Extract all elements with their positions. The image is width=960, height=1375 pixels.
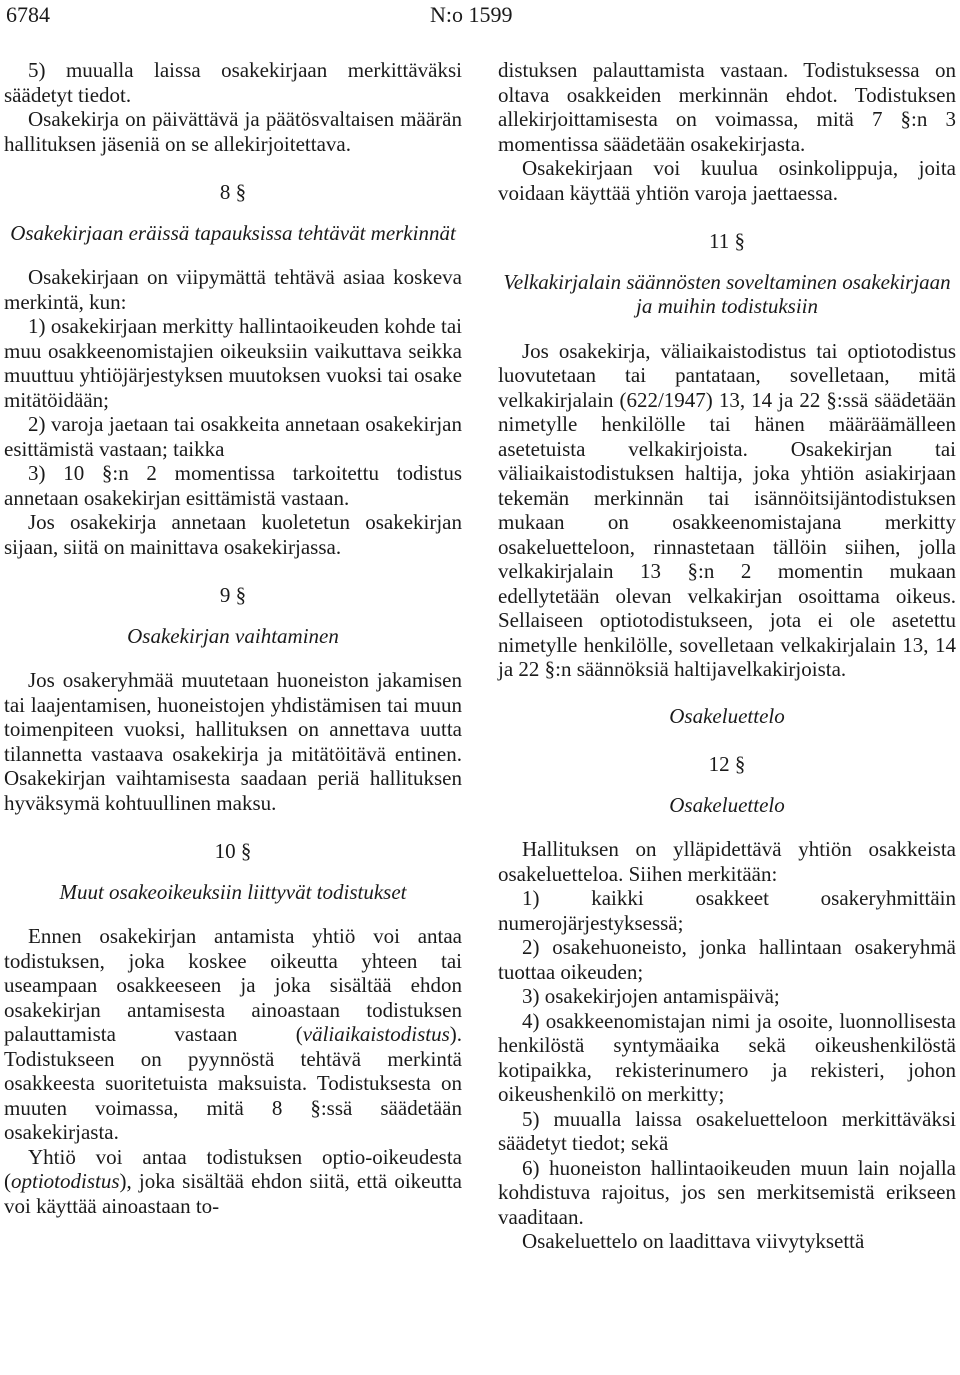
paragraph: Osakekirjaan voi kuulua osinkolippuja, joita voidaan käyttää yhtiön varoja jaettaessa.: [498, 156, 956, 205]
text-run: Yhtiö voi antaa todistuksen optio-oikeudesta (: [4, 1144, 462, 1193]
section-number: 9 §: [219, 583, 247, 607]
italic-term: väliaikaistodistus: [302, 1022, 450, 1046]
right-column: [498, 58, 956, 1254]
paragraph: distuksen palauttamista vastaan. Todistuksessa on oltava osakkeiden merkinnän ehdot. Todistuksen allekirjoittamisesta on voimassa, mitä 7 §:n 3 momentissa säädetään osakekirjasta.: [498, 58, 956, 156]
italic-term: optiotodistus: [11, 1169, 120, 1193]
section-number: 10 §: [214, 839, 252, 863]
text-run: ), joka sisältää ehdon siitä, että oikeutta voi käyttää ainoastaan to-: [4, 1169, 462, 1218]
list-item: 3) osakekirjojen antamispäivä;: [522, 984, 780, 1008]
page-number: 6784: [6, 2, 50, 27]
paragraph: Jos osakeryhmää muutetaan huoneiston jakamisen tai laajentamisen, huoneistojen yhdistämisen tai muun toimenpiteen vuoksi, hallituksen on annettava uutta tilannetta vastaava osakekirja ja mitätöitävä entinen. Osakekirjan vaihtamisesta saadaan periä hallituksen hyväksymä kohtuullinen maksu.: [4, 668, 462, 815]
list-item: 3) 10 §:n 2 momentissa tarkoitettu todistus annetaan osakekirjan esittämistä vastaan.: [4, 461, 462, 510]
section-number: 8 §: [219, 180, 247, 204]
section-number: 11 §: [709, 229, 745, 253]
paragraph: [4, 1145, 462, 1219]
section-number: 12 §: [708, 752, 746, 776]
paragraph: Hallituksen on ylläpidettävä yhtiön osakkeista osakeluetteloa. Siihen merkitään:: [498, 837, 956, 886]
paragraph: Osakeluettelo on laadittava viivytyksettä: [522, 1229, 865, 1253]
list-item: 2) varoja jaetaan tai osakkeita annetaan osakekirjan esittämistä vastaan; taikka: [4, 412, 462, 461]
paragraph: 5) muualla laissa osakekirjaan merkittäväksi säädetyt tiedot.: [4, 58, 462, 107]
paragraph: Osakekirjaan on viipymättä tehtävä asiaa koskeva merkintä, kun:: [4, 265, 462, 314]
list-item: 4) osakkeenomistajan nimi ja osoite, luonnollisesta henkilöstä syntymäaika sekä oikeushenkilöstä kotipaikka, rekisterinumero ja rekisteri, johon oikeushenkilö on merkitty;: [498, 1008, 956, 1106]
page-header: [0, 0, 960, 34]
paragraph: Jos osakekirja, väliaikaistodistus tai optiotodistus luovutetaan tai pantataan, sovelletaan, mitä velkakirjalain (622/1947) 13, 14 ja 22 §:ssä säädetään nimetylle henkilölle tai hänen määräämälleen asetetuista velkakirjoista. Osakekirjan tai väliaikaistodistuksen haltija, joka yhtiön asiakirjaan tekemän merkinnän tai isännöitsijäntodistuksen mukaan on osakkeenomistajana merkitty osakeluetteloon, rinnastetaan tällöin siihen, jolla velkakirjalain 13 §:n 2 momentin mukaan edellytetään olevan velkakirjan osoittama oikeus. Sellaiseen optiotodistukseen, jota ei ole asetettu nimetylle henkilölle, sovelletaan velkakirjalain 13, 14 ja 22 §:n säännöksiä haltijavelkakirjoista.: [498, 338, 956, 681]
paragraph: Osakekirja on päivättävä ja päätösvaltaisen määrän hallituksen jäseniä on se allekirjoitettava.: [4, 107, 462, 156]
section-title: Velkakirjalain säännösten soveltaminen osakekirjaan ja muihin todistuksiin: [503, 269, 951, 318]
paragraph: Jos osakekirja annetaan kuoletetun osakekirjan sijaan, siitä on mainittava osakekirjassa.: [4, 510, 462, 559]
list-item: 5) muualla laissa osakeluetteloon merkittäväksi säädetyt tiedot; sekä: [498, 1106, 956, 1155]
paragraph: [4, 924, 462, 1145]
issue-number: N:o 1599: [430, 2, 513, 27]
text-run: ). Todistukseen on pyynnöstä tehtävä merkintä osakkeesta suoritetuista maksuista. Todistuksesta on muuten voimassa, mitä 8 §:ssä säädetään osakekirjasta.: [4, 1022, 462, 1144]
chapter-heading: Osakeluettelo: [669, 703, 785, 728]
list-item: 1) osakekirjaan merkitty hallintaoikeuden kohde tai muu osakkeenomistajien oikeuksiin vaikuttava seikka muuttuu yhtiöjärjestyksen muutoksen vuoksi tai osake mitätöidään;: [4, 314, 462, 412]
text-run: Ennen osakekirjan antamista yhtiö voi antaa todistuksen, joka koskee oikeutta yhteen tai useampaan osakkeeseen ja joka sisältää ehdon osakekirjan antamisesta ainoastaan todistuksen palauttamista vastaan (: [4, 924, 462, 1046]
section-title: Osakekirjaan eräissä tapauksissa tehtävät merkinnät: [10, 220, 456, 245]
section-title: Muut osakeoikeuksiin liittyvät todistukset: [59, 879, 407, 904]
section-title: Osakekirjan vaihtaminen: [127, 623, 339, 648]
section-title: Osakeluettelo: [669, 792, 785, 817]
left-column: [4, 58, 462, 1218]
list-item: 1) kaikki osakkeet osakeryhmittäin numerojärjestyksessä;: [498, 886, 956, 935]
list-item: 6) huoneiston hallintaoikeuden muun lain nojalla kohdistuva rajoitus, jos sen merkitsemistä erikseen vaaditaan.: [498, 1155, 956, 1229]
list-item: 2) osakehuoneisto, jonka hallintaan osakeryhmä tuottaa oikeuden;: [498, 935, 956, 984]
